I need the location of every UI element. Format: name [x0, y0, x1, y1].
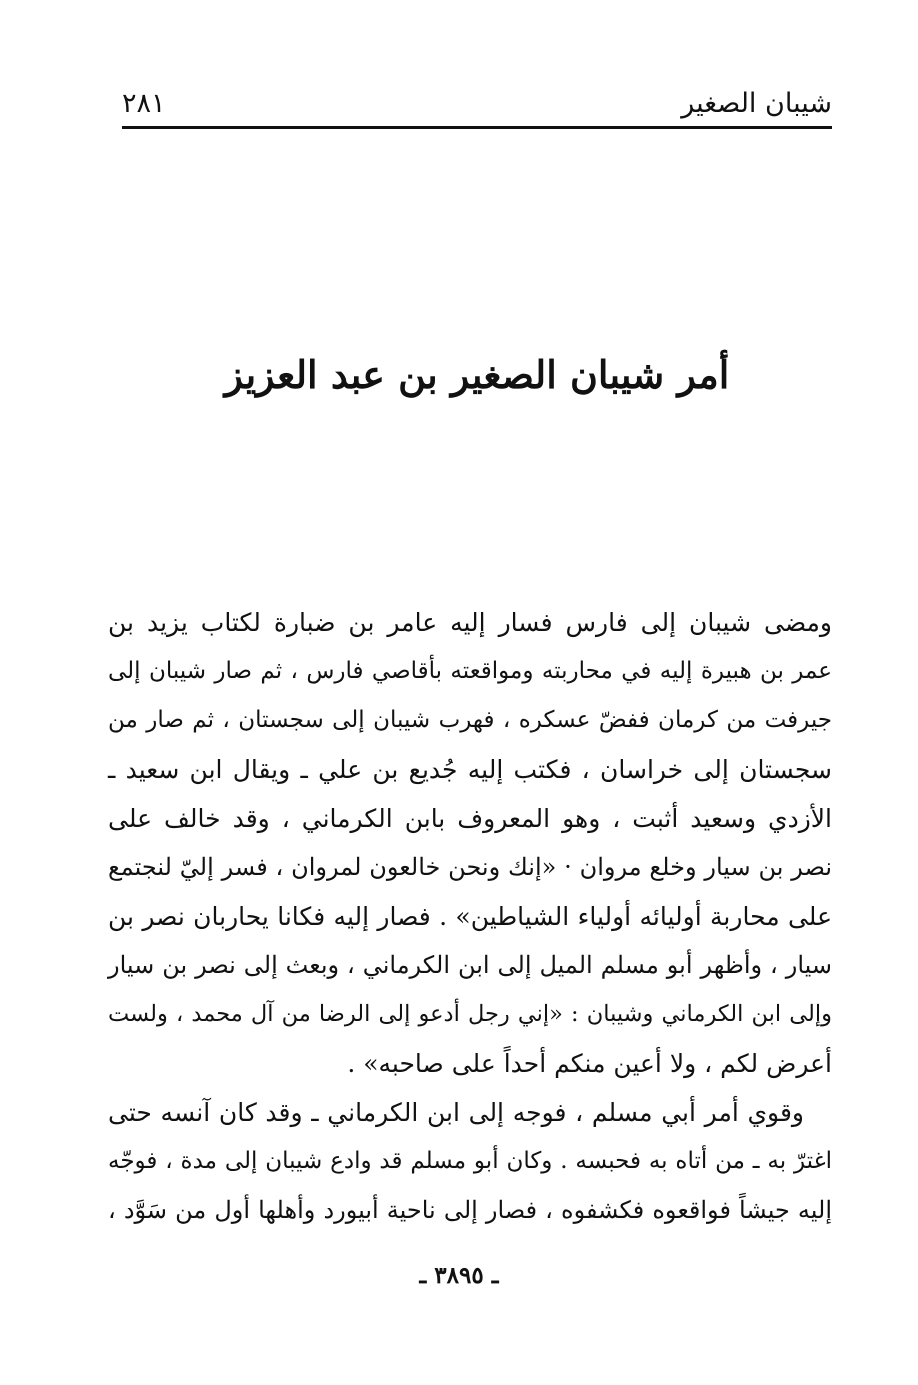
running-header: [122, 86, 832, 129]
running-header-title: شيبان الصغير: [681, 88, 832, 119]
body-line: جيرفت من كرمان ففضّ عسكره ، فهرب شيبان إلى سجستان ، ثم صار من: [108, 707, 832, 733]
header-page-number: ٢٨١: [122, 88, 166, 119]
body-line: الأزدي وسعيد أثبت ، وهو المعروف بابن الكرماني ، وقد خالف على: [108, 804, 832, 833]
chapter-title: أمر شيبان الصغير بن عبد العزيز: [224, 352, 730, 397]
body-line: وقوي أمر أبي مسلم ، فوجه إلى ابن الكرماني ـ وقد كان آنسه حتى: [108, 1098, 804, 1127]
body-line: عمر بن هبيرة إليه في محاربته ومواقعته بأقاصي فارس ، ثم صار شيبان إلى: [108, 658, 832, 684]
body-line: على محاربة أوليائه أولياء الشياطين» . فصار إليه فكانا يحاربان نصر بن: [108, 902, 832, 931]
body-line: إليه جيشاً فواقعوه فكشفوه ، فصار إلى ناحية أبيورد وأهلها أول من سَوَّد ،: [108, 1196, 832, 1224]
footer-page-number: ـ ٣٨٩٥ ـ: [419, 1262, 499, 1289]
body-line: اغترّ به ـ من أتاه به فحبسه . وكان أبو مسلم قد وادع شيبان إلى مدة ، فوجّه: [108, 1148, 832, 1174]
body-line: سيار ، وأظهر أبو مسلم الميل إلى ابن الكرماني ، وبعث إلى نصر بن سيار: [108, 951, 832, 979]
body-line: سجستان إلى خراسان ، فكتب إليه جُديع بن علي ـ ويقال ابن سعيد ـ: [108, 755, 832, 784]
body-text: [108, 598, 832, 1235]
body-line: أعرض لكم ، ولا أعين منكم أحداً على صاحبه» .: [347, 1049, 832, 1078]
body-line: ومضى شيبان إلى فارس فسار إليه عامر بن ضبارة لكتاب يزيد بن: [108, 608, 832, 637]
body-line: وإلى ابن الكرماني وشيبان : «إني رجل أدعو إلى الرضا من آل محمد ، ولست: [108, 1001, 832, 1027]
body-line: نصر بن سيار وخلع مروان · «إنك ونحن خالعون لمروان ، فسر إليّ لنجتمع: [108, 853, 832, 881]
